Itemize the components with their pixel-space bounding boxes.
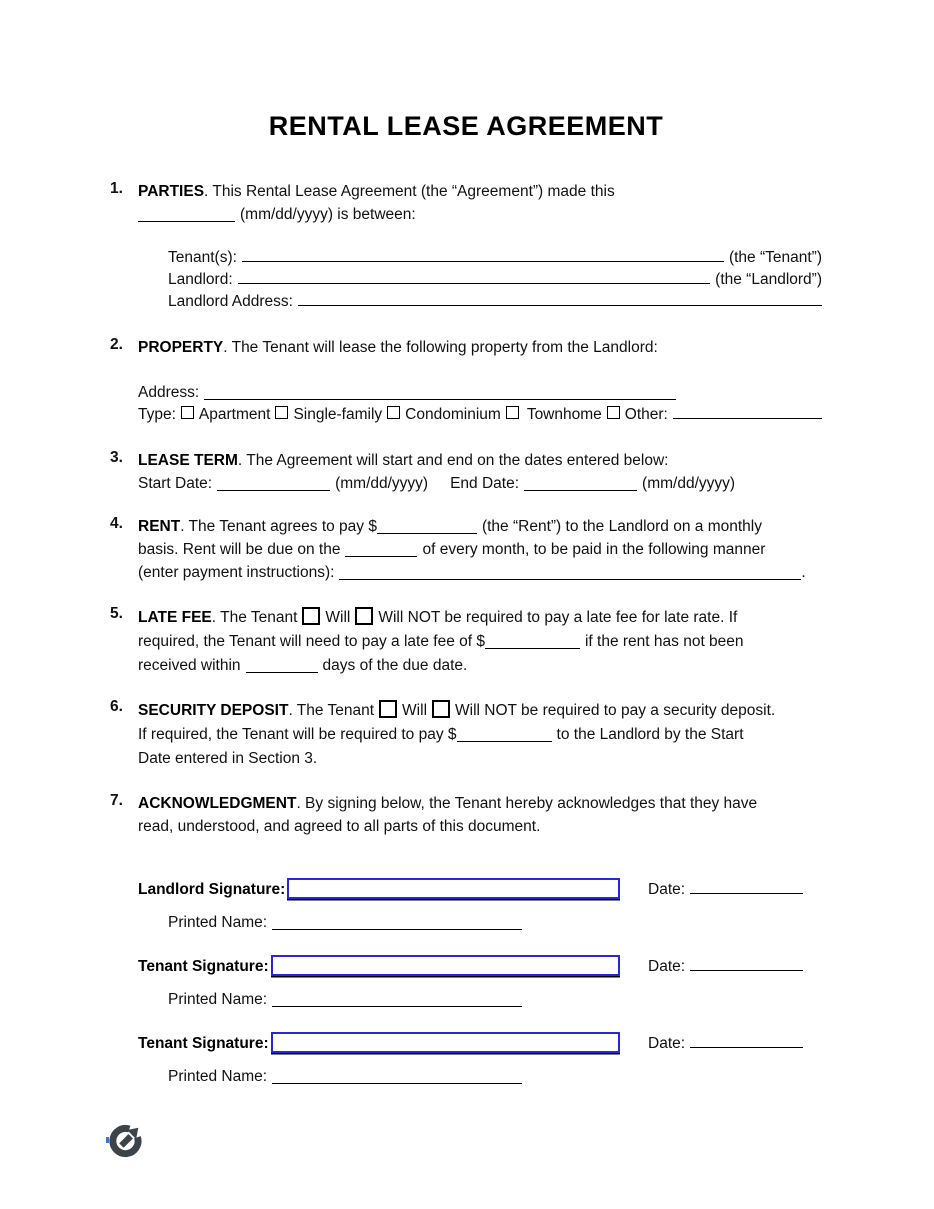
type-label: Type: bbox=[138, 406, 176, 423]
page-title: RENTAL LEASE AGREEMENT bbox=[268, 111, 664, 141]
landlord-signature-block bbox=[138, 878, 822, 934]
tenant-printed-name-blank-1[interactable] bbox=[272, 992, 522, 1007]
section-property bbox=[110, 336, 822, 426]
tenant-name-blank[interactable] bbox=[242, 247, 724, 262]
security-deposit-line3: Date entered in Section 3. bbox=[138, 750, 318, 767]
start-date-blank[interactable] bbox=[217, 476, 330, 491]
section-late-fee bbox=[110, 605, 822, 677]
parties-heading: PARTIES bbox=[138, 183, 205, 200]
deposit-will-not-checkbox[interactable] bbox=[432, 700, 450, 718]
landlord-printed-name-blank[interactable] bbox=[272, 915, 522, 930]
property-heading: PROPERTY bbox=[138, 339, 224, 356]
tenant-signature-label: Tenant Signature: bbox=[138, 1035, 269, 1052]
late-fee-amount-blank[interactable] bbox=[485, 634, 580, 649]
printed-name-label: Printed Name: bbox=[168, 991, 268, 1008]
lease-term-line1: LEASE TERM. The Agreement will start and end on the dates entered below: bbox=[138, 452, 669, 469]
printed-name-label: Printed Name: bbox=[168, 914, 268, 931]
section-parties bbox=[110, 180, 822, 313]
landlord-address-row bbox=[168, 291, 822, 313]
section-number: 2. bbox=[110, 336, 123, 353]
tenant-label: Tenant(s): bbox=[168, 249, 237, 266]
parties-line2: (mm/dd/yyyy) is between: bbox=[138, 203, 822, 226]
landlord-address-label: Landlord Address: bbox=[168, 293, 293, 310]
section-number: 6. bbox=[110, 698, 123, 715]
section-number: 7. bbox=[110, 792, 123, 809]
section-number: 5. bbox=[110, 605, 123, 622]
tenant-signature-input-1[interactable] bbox=[271, 955, 620, 976]
security-deposit-heading: SECURITY DEPOSIT bbox=[138, 702, 289, 719]
start-date-format: (mm/dd/yyyy) bbox=[335, 475, 429, 492]
landlord-suffix: (the “Landlord”) bbox=[715, 271, 822, 288]
printed-name-label: Printed Name: bbox=[168, 1068, 268, 1085]
acknowledgment-heading: ACKNOWLEDGMENT bbox=[138, 795, 297, 812]
late-fee-line2: required, the Tenant will need to pay a late fee of $ if the rent has not been bbox=[138, 633, 744, 650]
lease-term-heading: LEASE TERM bbox=[138, 452, 238, 469]
date-label: Date: bbox=[648, 1035, 686, 1052]
section-rent bbox=[110, 515, 822, 584]
tenant-printed-name-blank-2[interactable] bbox=[272, 1069, 522, 1084]
deposit-will-checkbox[interactable] bbox=[379, 700, 397, 718]
landlord-address-blank[interactable] bbox=[298, 291, 822, 306]
section-lease-term bbox=[110, 449, 822, 495]
acknowledgment-line2: read, understood, and agreed to all parts of this document. bbox=[138, 818, 541, 835]
other-label: Other: bbox=[624, 406, 668, 423]
tenant-signature-block-1 bbox=[138, 955, 822, 1011]
rent-line1: RENT. The Tenant agrees to pay $ (the “Rent”) to the Landlord on a monthly bbox=[138, 518, 762, 535]
tenant-signature-label: Tenant Signature: bbox=[138, 958, 269, 975]
rent-heading: RENT bbox=[138, 518, 181, 535]
date-label: Date: bbox=[648, 958, 686, 975]
other-checkbox[interactable] bbox=[607, 406, 620, 419]
landlord-label: Landlord: bbox=[168, 271, 233, 288]
apartment-checkbox[interactable] bbox=[181, 406, 194, 419]
rent-line2: basis. Rent will be due on the of every month, to be paid in the following manner bbox=[138, 541, 766, 558]
property-address-row bbox=[138, 381, 822, 404]
end-date-blank[interactable] bbox=[524, 476, 637, 491]
rent-amount-blank[interactable] bbox=[377, 519, 477, 534]
deposit-amount-blank[interactable] bbox=[457, 727, 552, 742]
parties-line1: PARTIES. This Rental Lease Agreement (the “Agreement”) made this bbox=[138, 183, 615, 200]
address-label: Address: bbox=[138, 384, 200, 401]
tenant-date-blank-2[interactable] bbox=[690, 1033, 803, 1048]
acknowledgment-line1: ACKNOWLEDGMENT. By signing below, the Tenant hereby acknowledges that they have bbox=[138, 795, 758, 812]
tenant-date-blank-1[interactable] bbox=[690, 956, 803, 971]
landlord-row bbox=[168, 269, 822, 291]
rent-due-day-blank[interactable] bbox=[345, 542, 417, 557]
tenant-signature-block-2 bbox=[138, 1032, 822, 1088]
date-label: Date: bbox=[648, 881, 686, 898]
rent-line3: (enter payment instructions): . bbox=[138, 564, 806, 581]
landlord-signature-label: Landlord Signature: bbox=[138, 881, 286, 898]
section-number: 1. bbox=[110, 180, 123, 197]
section-number: 3. bbox=[110, 449, 123, 466]
payment-instructions-blank[interactable] bbox=[339, 565, 801, 580]
circular-arrow-logo-icon bbox=[107, 1121, 143, 1159]
landlord-signature-input[interactable] bbox=[287, 878, 620, 899]
property-type-row: Type: Apartment Single-family Condominium Townhome Other: bbox=[138, 404, 822, 426]
end-date-format: (mm/dd/yyyy) bbox=[642, 475, 736, 492]
section-number: 4. bbox=[110, 515, 123, 532]
section-acknowledgment bbox=[110, 792, 822, 838]
other-type-blank[interactable] bbox=[673, 404, 822, 419]
late-fee-will-checkbox[interactable] bbox=[302, 607, 320, 625]
security-deposit-line2: If required, the Tenant will be required to pay $ to the Landlord by the Start bbox=[138, 726, 744, 743]
property-line1: PROPERTY. The Tenant will lease the following property from the Landlord: bbox=[138, 339, 658, 356]
late-fee-line3: received within days of the due date. bbox=[138, 657, 468, 674]
late-fee-will-not-checkbox[interactable] bbox=[355, 607, 373, 625]
end-date-label: End Date: bbox=[450, 475, 520, 492]
condominium-checkbox[interactable] bbox=[387, 406, 400, 419]
security-deposit-line1: SECURITY DEPOSIT. The Tenant Will Will NOT be required to pay a security deposit. bbox=[138, 702, 776, 719]
lease-dates-row bbox=[138, 472, 822, 495]
single-family-checkbox[interactable] bbox=[275, 406, 288, 419]
tenant-row bbox=[168, 247, 822, 269]
landlord-name-blank[interactable] bbox=[238, 269, 711, 284]
tenant-suffix: (the “Tenant”) bbox=[728, 249, 822, 266]
property-address-blank[interactable] bbox=[204, 385, 676, 400]
late-fee-line1: LATE FEE. The Tenant Will Will NOT be required to pay a late fee for late rate. If bbox=[138, 609, 738, 626]
townhome-checkbox[interactable] bbox=[506, 406, 519, 419]
section-security-deposit bbox=[110, 698, 822, 770]
agreement-date-blank[interactable] bbox=[138, 207, 235, 222]
landlord-date-blank[interactable] bbox=[690, 879, 803, 894]
tenant-signature-input-2[interactable] bbox=[271, 1032, 620, 1053]
start-date-label: Start Date: bbox=[138, 475, 213, 492]
late-fee-days-blank[interactable] bbox=[246, 658, 318, 673]
late-fee-heading: LATE FEE bbox=[138, 609, 212, 626]
logo-blue-tick bbox=[106, 1137, 109, 1143]
